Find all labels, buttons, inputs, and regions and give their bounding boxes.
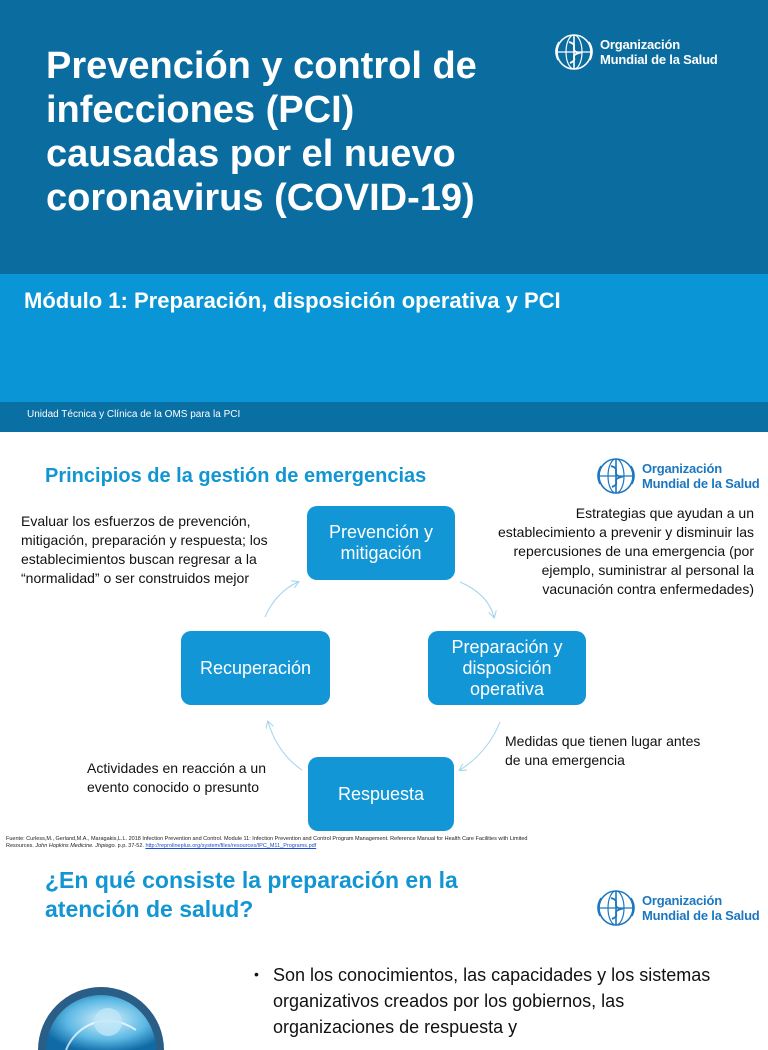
- who-logo-line2: Mundial de la Salud: [600, 52, 718, 67]
- who-logo-line1: Organización: [600, 37, 680, 52]
- arrow-prevention-to-preparation: [460, 582, 494, 617]
- note-recovery: Evaluar los esfuerzos de prevención, mitigación, preparación y respuesta; los establecimientos buscan regresar a la “normalidad” o ser construidos mejor: [21, 513, 268, 586]
- box-response: Respuesta: [308, 757, 454, 831]
- source-link[interactable]: http://reprolineplus.org/system/files/resources/IPC_M11_Programs.pdf: [145, 843, 317, 849]
- box-prevention: Prevención y mitigación: [307, 506, 455, 580]
- arrow-preparation-to-response: [460, 722, 500, 770]
- bullet-marker: •: [254, 966, 259, 982]
- emergency-management-slide: [0, 432, 768, 856]
- title-slide-title: Prevención y control de infecciones (PCI) causadas por el nuevo coronavirus (COVID-19): [46, 45, 477, 219]
- source-citation: [6, 836, 536, 850]
- source-journal: John Hopkins Medicine. Jhpiego.: [35, 843, 117, 849]
- footer-text: Unidad Técnica y Clínica de la OMS para la PCI: [27, 409, 241, 420]
- who-emblem-icon: [594, 886, 638, 930]
- bullet-text: Son los conocimientos, las capacidades y los sistemas organizativos creados por los gobiernos, las organizaciones de respuesta y: [273, 965, 711, 1037]
- preparedness-slide: [0, 856, 768, 1037]
- note-response: Actividades en reacción a un evento conocido o presunto: [87, 760, 266, 795]
- box-preparation: Preparación y disposición operativa: [428, 631, 586, 705]
- title-slide: [0, 0, 768, 432]
- who-logo-line1: Organización: [642, 893, 722, 908]
- module-title: Módulo 1: Preparación, disposición operativa y PCI: [24, 288, 561, 313]
- note-preparation: Medidas que tienen lugar antes de una emergencia: [505, 733, 701, 768]
- source-text: Fuente: Curless,M., Gerland,M.A., Maragakis,L.L. 2018 Infection Prevention and Control. Module 11: Infection Prevention and Control Program Management. Reference Manual for Health Care Facilities with Limited Resources.: [6, 836, 528, 849]
- who-logo-line2: Mundial de la Salud: [642, 908, 760, 923]
- who-logo-line2: Mundial de la Salud: [642, 476, 760, 491]
- slide3-heading: ¿En qué consiste la preparación en la atención de salud?: [45, 867, 458, 922]
- who-logo: [594, 886, 760, 930]
- globe-icon: [36, 970, 166, 1050]
- source-pages: p.p. 37-52.: [117, 843, 144, 849]
- box-recovery: Recuperación: [181, 631, 330, 705]
- note-prevention: Estrategias que ayudan a un establecimiento a prevenir y disminuir las repercusiones de una emergencia (por ejemplo, suministrar al personal la vacunación contra enfermedades): [498, 505, 754, 597]
- who-emblem-icon: [552, 30, 596, 74]
- who-logo-line1: Organización: [642, 461, 722, 476]
- slide2-heading: Principios de la gestión de emergencias: [45, 465, 427, 487]
- who-logo: [552, 30, 718, 74]
